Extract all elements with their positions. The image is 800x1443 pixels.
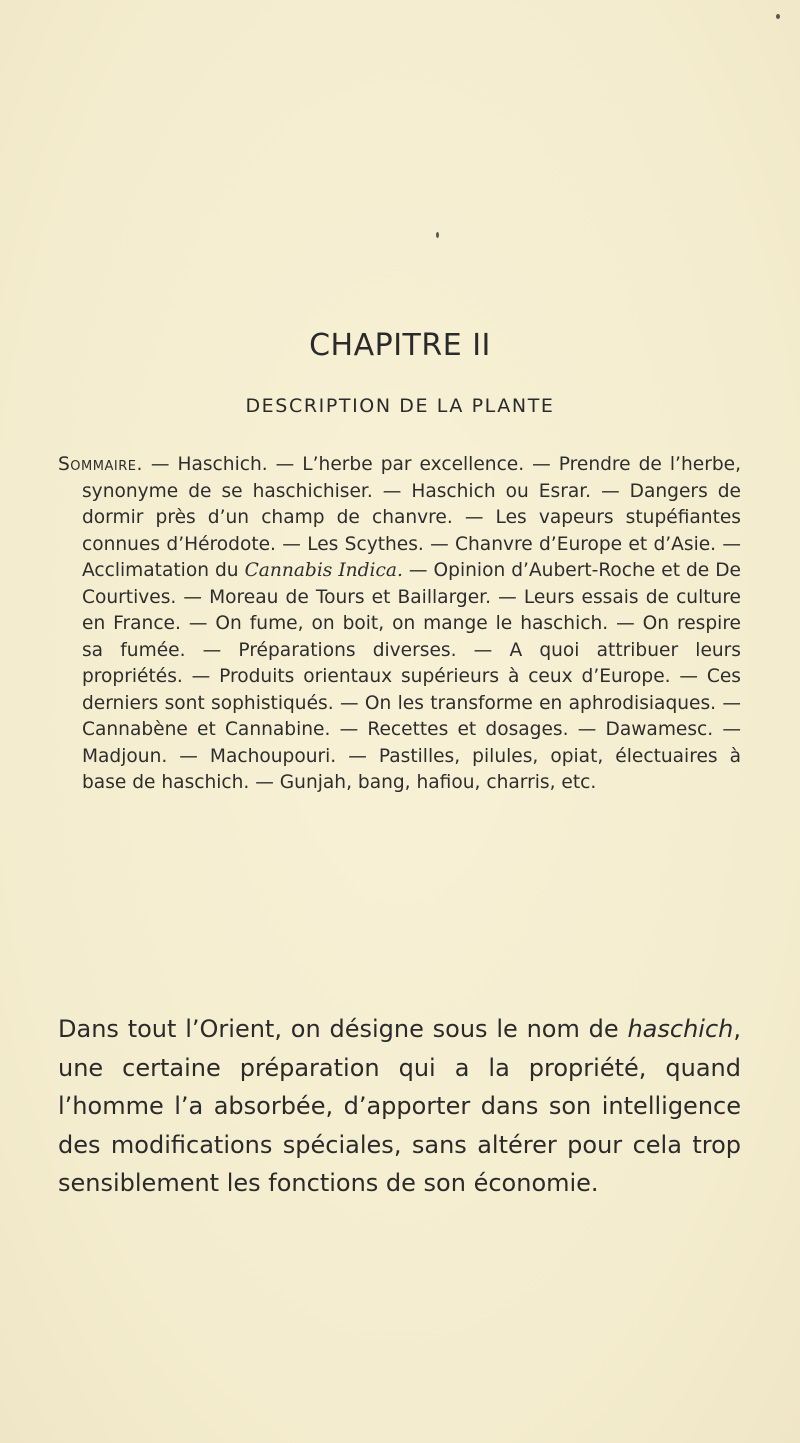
body-italic-term: haschich bbox=[627, 1015, 734, 1043]
ink-speck bbox=[436, 232, 439, 238]
chapter-subtitle: DESCRIPTION DE LA PLANTE bbox=[245, 395, 555, 417]
summary-label: Sommaire. bbox=[58, 454, 143, 475]
body-paragraph bbox=[58, 1010, 741, 1203]
body-text-part1: Dans tout l’Orient, on désigne sous le nom de bbox=[58, 1015, 628, 1043]
ink-speck bbox=[776, 14, 780, 19]
body-text-part2: , une certaine préparation qui a la propriété, quand l’homme l’a absorbée, d’apporter dans son intelligence des modifications spéciales, sans altérer pour cela trop sensiblement les fonctions de son économie. bbox=[58, 1015, 741, 1198]
summary-text-part2: — Opinion d’Aubert-Roche et de De Courtives. — Moreau de Tours et Baillarger. — Leurs essais de culture en France. — On fume, on boit, on mange le haschich. — On respire sa fumée. — Préparations diverses. — A quoi attribuer leurs propriétés. — Produits orientaux supérieurs à ceux d’Europe. — Ces derniers sont sophistiqués. — On les transforme en aphrodisiaques. — Cannabène et Cannabine. — Recettes et dosages. — Dawamesc. — Madjoun. — Machoupouri. — Pastilles, pilules, opiat, électuaires à base de haschich. — Gunjah, bang, hafiou, charris, etc. bbox=[82, 560, 741, 793]
summary-italic-term: Cannabis Indica. bbox=[244, 560, 403, 581]
summary-text-part1: — Haschich. — L’herbe par excellence. — Prendre de l’herbe, synonyme de se haschichiser. — Haschich ou Esrar. — Dangers de dormir près d’un champ de chanvre. — Les vapeurs stupéfiantes connues d’Hérodote. — Les Scythes. — Chanvre d’Europe et d’Asie. — Acclimatation du bbox=[82, 454, 741, 581]
chapter-title: CHAPITRE II bbox=[309, 328, 491, 363]
chapter-summary bbox=[58, 452, 741, 797]
